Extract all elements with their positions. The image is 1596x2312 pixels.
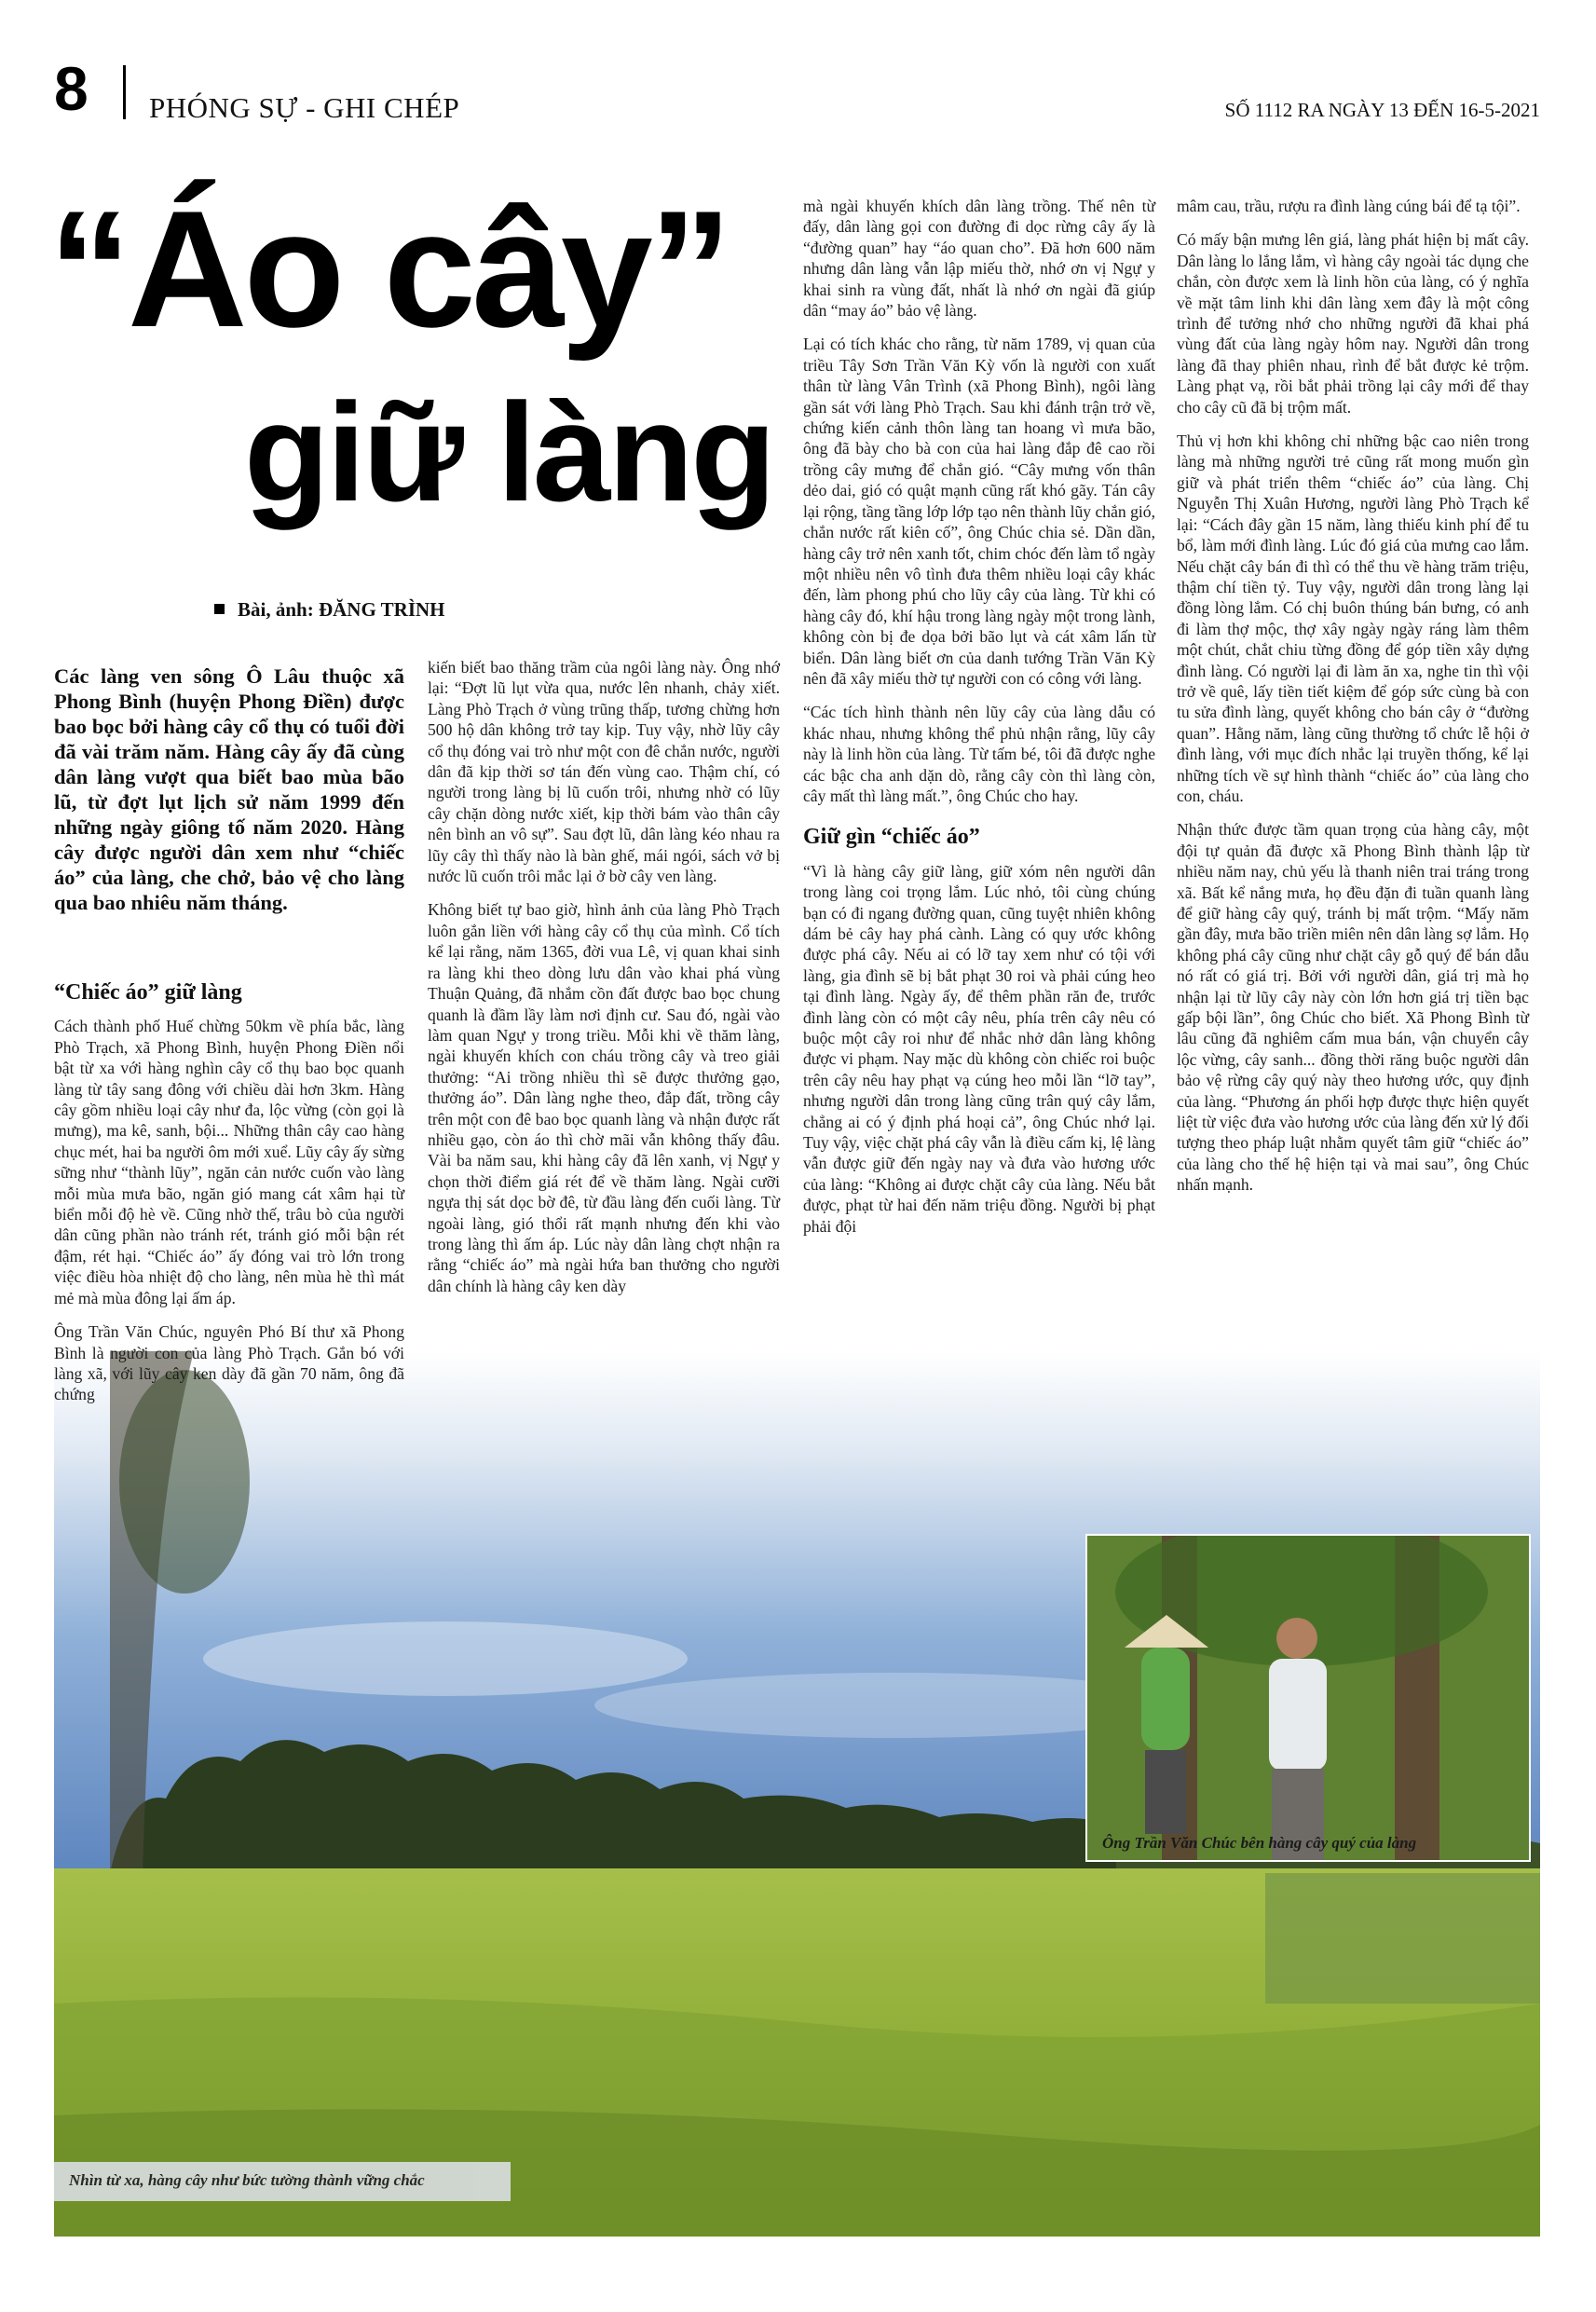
inset-illustration	[1087, 1536, 1529, 1860]
paragraph: Cách thành phố Huế chừng 50km về phía bắc, làng Phò Trạch, xã Phong Bình, huyện Phong Điền nổi bật từ xa với hàng nghìn cây cổ thụ bao bọc quanh làng từ tây sang đông với chiều dài hơn 3km. Hàng cây gồm nhiều loại cây như đa, lộc vừng (còn gọi là mưng), ma kê, sanh, bội... Những thân cây cao hàng chục mét, hai ba người ôm mới xuể. Lũy cây ấy sừng sững như “thành lũy”, ngăn cản nước cuốn vào làng mỗi mùa mưa bão, ngăn gió mang cát xâm hại từ biển mỗi độ hè về. Cũng nhờ thế, trâu bò của người dân cũng phần nào tránh rét, tránh gió mỗi bận rét đậm, rét hại. “Chiếc áo” ấy đóng vai trò lớn trong việc điều hòa nhiệt độ cho làng, nên mùa hè thì mát mẻ mà mùa đông lại ấm áp.	[54, 1017, 404, 1307]
column-2	[428, 657, 780, 1309]
paragraph: Ông Trần Văn Chúc, nguyên Phó Bí thư xã Phong Bình là người con của làng Phò Trạch. Gắn bó với làng xã, với lũy cây ken dày đã gần 70 năm, ông đã chứng	[54, 1322, 404, 1404]
paragraph: mà ngài khuyến khích dân làng trồng. Thế nên từ đấy, dân làng gọi con đường đi dọc rừng cây ấy là “đường quan” hay “áo quan cho”. Đã hơn 600 năm nhưng dân làng vẫn lập miếu thờ, nhớ ơn vị Ngự y khai sinh ra vùng đất, nhất là nhớ ơn ngài đã giúp dân “may áo” bảo vệ làng.	[803, 197, 1155, 321]
inset-photo	[1085, 1534, 1531, 1862]
article-title-line2: giữ làng	[244, 374, 773, 530]
section-title: PHÓNG SỰ - GHI CHÉP	[149, 91, 460, 124]
paragraph: “Các tích hình thành nên lũy cây của làng dẫu có khác nhau, nhưng không thể phủ nhận rằng, lũy cây này là linh hồn của làng. Từ tấm bé, tôi đã được nghe các bậc cha anh dặn dò, rằng cây còn thì làng còn, cây mất thì làng mất.”, ông Chúc cho hay.	[803, 703, 1155, 805]
paragraph: Nhận thức được tầm quan trọng của hàng cây, một đội tự quản đã được xã Phong Bình thành lập từ nhiều năm nay, chủ yếu là thanh niên trai tráng trong xã. Bất kể nắng mưa, họ đều đặn đi tuần quanh làng để giữ hàng cây quý, tránh bị mất trộm. “Mấy năm gần đây, mưa bão triền miên nên dân làng sợ lắm. Họ không phá cây cũng như chặt cây gỗ quý để bán dẫu nó rất có giá trị. Bởi với người dân, giá trị mà họ nhận lại từ lũy cây này còn lớn hơn giá trị tiền bạc gấp bội lần”, ông Chúc cho biết. Xã Phong Bình từ lâu cũng đã nghiêm cấm mua bán, vận chuyển cây lộc vừng, cây sanh... đồng thời răng buộc người dân bảo vệ rừng cây quý này theo hương ước, quy định của làng. “Phương án phối hợp được thực hiện quyết liệt từ việc đưa vào hương ước của làng đến xử lý đối tượng theo pháp luật nhằm quyết tâm giữ “chiếc áo” của làng cho thế hệ hiện tại và mai sau”, ông Chúc nhấn mạnh.	[1177, 820, 1529, 1195]
article-lead: Các làng ven sông Ô Lâu thuộc xã Phong Bình (huyện Phong Điền) được bao bọc bởi hàng cây cổ thụ có tuổi đời đã vài trăm năm. Hàng cây ấy đã cùng dân làng vượt qua biết bao mùa bão lũ, từ đợt lụt lịch sử năm 1999 đến những ngày giông tố năm 2020. Hàng cây được người dân xem như “chiếc áo” của làng, che chở, bảo vệ cho làng qua bao nhiêu năm tháng.	[54, 664, 404, 914]
column-4	[1177, 196, 1529, 1209]
inset-photo-caption: Ông Trần Văn Chúc bên hàng cây quý của làng	[1102, 1834, 1417, 1852]
byline	[214, 598, 445, 622]
page-number: 8	[54, 54, 89, 123]
subheading-2: Giữ gìn “chiếc áo”	[803, 825, 980, 850]
issue-info: SỐ 1112 RA NGÀY 13 ĐẾN 16-5-2021	[1224, 99, 1540, 121]
byline-text: Bài, ảnh: ĐĂNG TRÌNH	[238, 598, 445, 621]
paragraph: Lại có tích khác cho rằng, từ năm 1789, vị quan của triều Tây Sơn Trần Văn Kỳ vốn là người con xuất thân từ làng Vân Trình (xã Phong Bình), ngôi làng gần sát với làng Phò Trạch. Sau khi đánh trận trở về, chứng kiến cảnh thôn làng tan hoang vì mưa bão, ông đã bày cho bà con của hai làng đắp đê cao rồi trồng cây mưng để chắn gió. “Cây mưng vốn thân dẻo dai, gió có quật mạnh cũng rất khó gãy. Tán cây lại rộng, tầng tầng lớp lớp tạo nên thành lũy chắn gió, chắn nước rất kiên cố”, ông Chúc chia sẻ. Dần dần, hàng cây trở nên xanh tốt, chim chóc đến làm tổ ngày một nhiều nên vô tình đưa thêm nhiều loại cây khác đến, làm phong phú cho lũy cây của làng. Từ khi có hàng cây đó, khí hậu trong làng ngày một trong lành, không còn bị đe dọa bởi bão lụt và cát xâm lấn từ biển. Dân làng biết ơn của danh tướng Trần Văn Kỳ nên đã xây miếu thờ tự người con có công với làng.	[803, 335, 1155, 688]
paragraph: “Vì là hàng cây giữ làng, giữ xóm nên người dân trong làng coi trọng lắm. Lúc nhỏ, tôi cùng chúng bạn có đi ngang đường quan, cũng tuyệt nhiên không dám bẻ cây hay phá cành. Làng có quy ước không được phá cây. Nếu ai có lỡ tay xem như có tội với làng, gia đình sẽ bị bắt phạt 30 roi và phải cúng heo tại đình làng. Ngày ấy, để thêm phần răn đe, trước đình làng còn có một cây nêu, phía trên cây nêu có buộc một cây roi như để nhắc nhở dân làng không được vi phạm. Nay mặc dù không còn chiếc roi buộc trên cây nêu hay phạt vạ cúng heo mỗi lần “lỡ tay”, nhưng người dân trong làng cũng trân quý cây lắm, chẳng ai có ý định phá hoại cả”, ông Chúc nhớ lại. Tuy vậy, việc chặt phá cây vẫn là điều cấm kị, lệ làng vẫn được giữ đến ngày nay và đưa vào hương ước của làng: “Không ai được chặt cây của làng. Nếu bắt được, phạt từ hai đến năm triệu đồng. Người bị phạt phải đội	[803, 861, 1155, 1236]
paragraph: kiến biết bao thăng trầm của ngôi làng này. Ông nhớ lại: “Đợt lũ lụt vừa qua, nước lên nhanh, chảy xiết. Làng Phò Trạch ở vùng trũng thấp, tương chừng hơn 500 hộ dân không trở tay kịp. Tuy vậy, nhờ lũy cây cổ thụ đóng vai trò như một con đê chắn nước, người dân đã kịp thời sơ tán đến vùng cao. Thậm chí, có người trong làng bị lũ cuốn trôi, nhưng nhờ có lũy cây chặn dòng nước xiết, kịp thời bám vào thân cây nên bình an vô sự”. Sau đợt lũ, dân làng kéo nhau ra lũy cây thì thấy nào là bàn ghế, mái ngói, sách vở bị nước lũ cuốn trôi mắc lại ở bờ cây ven làng.	[428, 658, 780, 886]
square-bullet-icon	[214, 604, 225, 614]
paragraph: Thủ vị hơn khi không chỉ những bậc cao niên trong làng mà những người trẻ cũng rất mong muốn gìn giữ và phát triển thêm “chiếc áo” của làng. Chị Nguyễn Thị Xuân Hương, người làng Phò Trạch kể lại: “Cách đây gần 15 năm, làng thiếu kinh phí để tu bổ, làm mới đình làng. Lúc đó giá của mưng cao lắm. Nếu chặt cây bán đi thì có thể thu về hàng trăm triệu, thậm chí tiền tỷ. Tuy vậy, người dân trong làng lại đồng lòng lắm. Có chị buôn thúng bán bưng, có anh đi làm thợ mộc, thợ xây ngày ngày ráng làm thêm một chút, chắt chiu từng đồng để góp tiền xây dựng đình làng. Có người lại đi làm ăn xa, nghe tin thì vội trở về quê, lấy tiền tiết kiệm để góp sức cùng bà con tu sửa đình làng, quyết không cho bán cây ở “đường quan”. Hằng năm, làng cũng thường tổ chức lễ hội ở đình làng, với mục đích nhắc lại truyền thống, kể lại những tích về sự hình thành “chiếc áo” của làng cho con, cháu.	[1177, 431, 1529, 805]
paragraph: mâm cau, trầu, rượu ra đình làng cúng bái để tạ tội”.	[1177, 197, 1521, 215]
main-photo-caption: Nhìn từ xa, hàng cây như bức tường thành vững chắc	[69, 2171, 425, 2189]
column-1	[54, 982, 404, 1418]
paragraph: Không biết tự bao giờ, hình ảnh của làng Phò Trạch luôn gắn liền với hàng cây cổ thụ của mình. Cổ tích kể lại rằng, năm 1365, đời vua Lê, vị quan khai sinh ra làng khi theo dòng lưu dân vào khai phá vùng Thuận Quảng, đã nhắm cồn đất được bao bọc chung quanh là đầm lầy làm nơi định cư. Sau đó, ngài vào làm quan Ngự y trong triều. Mỗi khi về thăm làng, ngài khuyến khích con cháu trồng cây và treo giải thưởng: “Ai trồng nhiều thì sẽ được thưởng gạo, thưởng áo”. Dân làng nghe theo, đắp đất, trồng cây trên một con đê bao bọc quanh làng và nhận được rất nhiều gạo, còn áo thì chờ mãi vẫn không thấy đâu. Vài ba năm sau, khi hàng cây đã lên xanh, vị Ngự y chọn thời điểm giá rét để về thăm làng. Ngài cưỡi ngựa thị sát dọc bờ đê, từ đầu làng đến cuối làng. Từ ngoài làng, gió thổi rất mạnh nhưng đến khi vào trong làng thì ấm áp. Lúc này dân làng chợt nhận ra rằng “chiếc áo” mà ngài hứa ban thưởng cho người dân chính là hàng cây ken dày	[428, 900, 780, 1295]
subheading-1: “Chiếc áo” giữ làng	[54, 980, 242, 1005]
column-3	[803, 196, 1155, 1250]
main-photo-caption-box	[54, 2162, 511, 2201]
header-divider	[123, 65, 126, 119]
article-title-line1: “Áo cây”	[48, 176, 729, 362]
paragraph: Có mấy bận mưng lên giá, làng phát hiện bị mất cây. Dân làng lo lắng lắm, vì hàng cây ngoài tác dụng che chắn, còn được xem là linh hồn của làng, có ý nghĩa về mặt tâm linh khi dân làng xem đây là một công trình để tưởng nhớ cho những người đã khai phá vùng đất của làng ngày hôm nay. Người dân trong làng đã thay phiên nhau, rình để bắt được kẻ trộm. Làng phạt vạ, rồi bắt phải trồng lại cây mới để thay cho cây cũ đã bị trộm mất.	[1177, 230, 1529, 417]
